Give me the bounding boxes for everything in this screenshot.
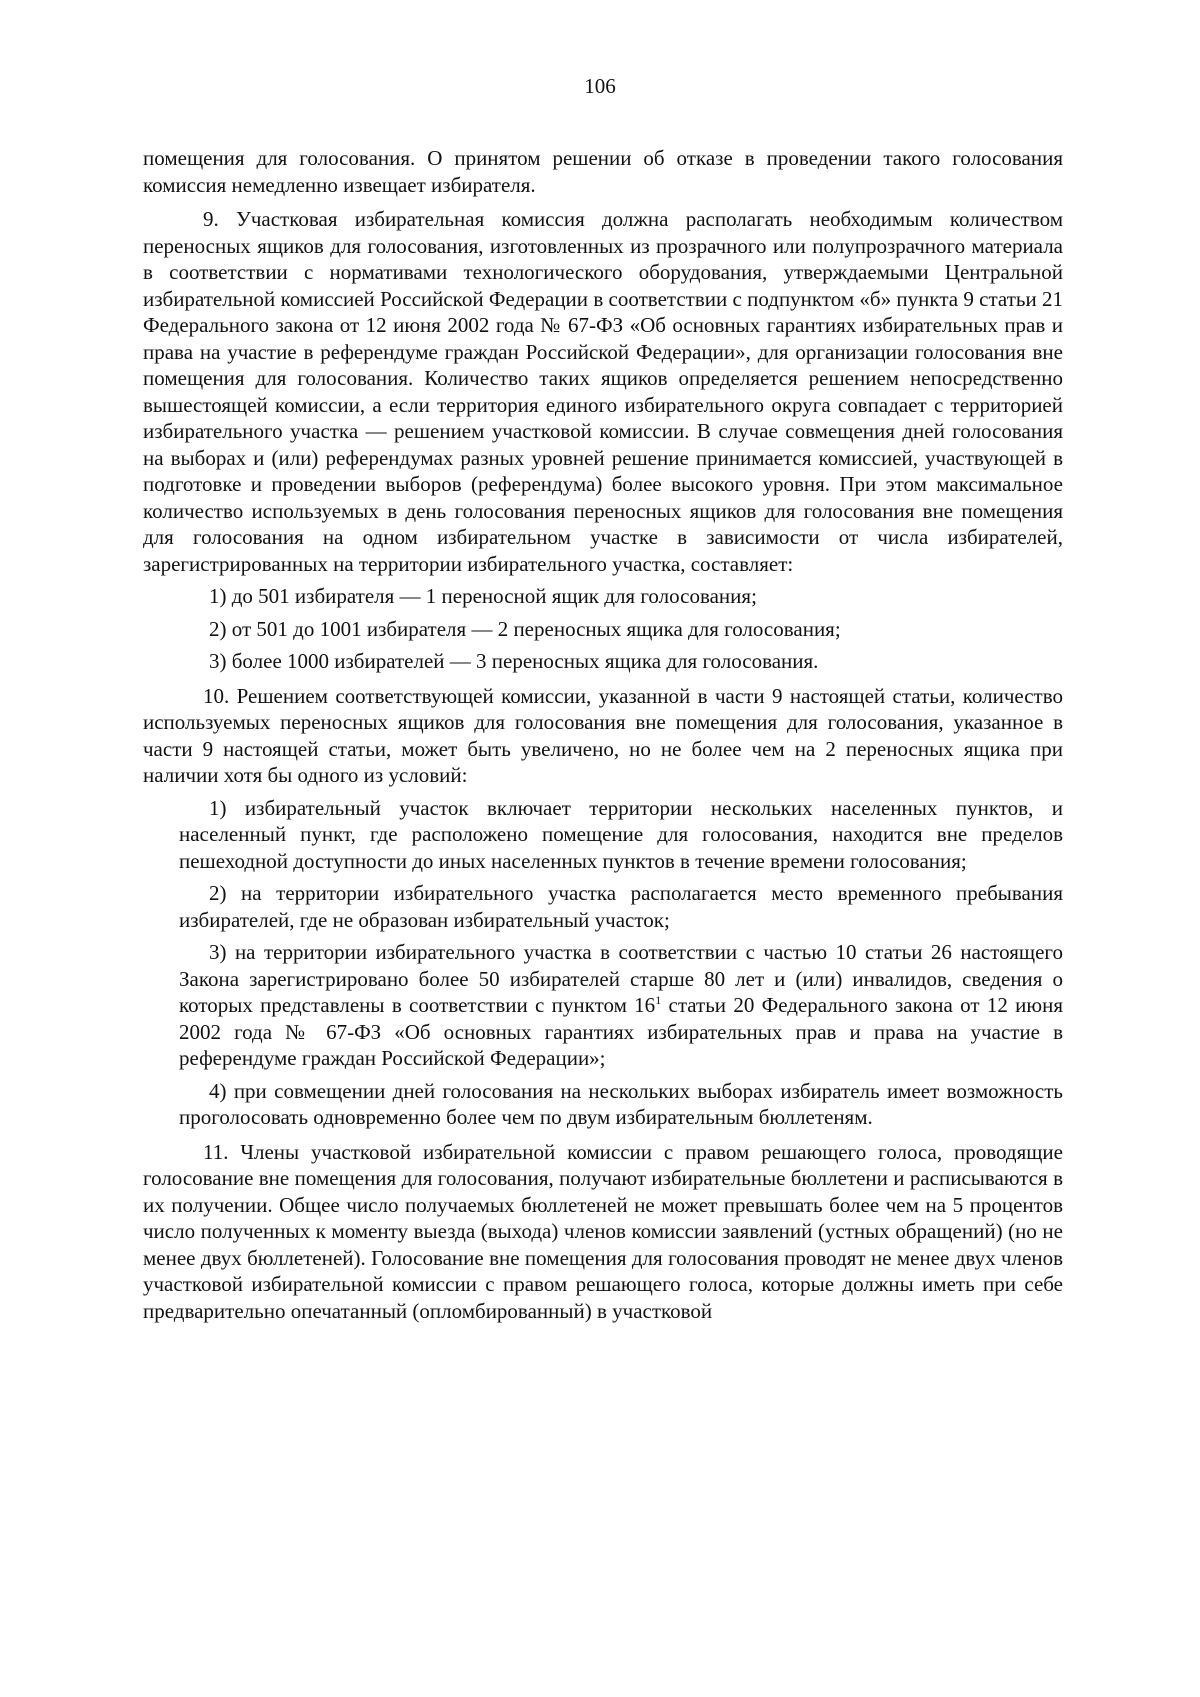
paragraph-10-item-1: 1) избирательный участок включает территории нескольких населенных пунктов, и населенный пункт, где расположено помещение для голосования, находится вне пределов пешеходной доступности до иных населенных пунктов в течение времени голосования; <box>179 795 1063 873</box>
superscript-1: 1 <box>655 993 662 1007</box>
paragraph-10: 10. Решением соответствующей комиссии, указанной в части 9 настоящей статьи, количество используемых переносных ящиков для голосования вне помещения для голосования, указанное в части 9 настоящей статьи, может быть увеличено, но не более чем на 2 переносных ящика при наличии хотя бы одного из условий: <box>143 683 1063 787</box>
paragraph-10-item-4: 4) при совмещении дней голосования на нескольких выборах избиратель имеет возможность проголосовать одновременно более чем по двум избирательным бюллетеням. <box>179 1078 1063 1129</box>
body-text <box>143 145 1063 1324</box>
paragraph-9-item-1: 1) до 501 избирателя — 1 переносной ящик для голосования; <box>209 584 757 608</box>
paragraph-9-item-3: 3) более 1000 избирателей — 3 переносных ящика для голосования. <box>209 649 819 673</box>
item-3-text-a: 3) на территории избирательного участка в соответствии с частью 10 статьи 26 настоящего Закона зарегистрировано более 50 избирателей старше 80 лет и (или) инвалидов, сведения о которых представлены в соответствии с пунктом 16 <box>179 940 1063 1017</box>
paragraph-11: 11. Члены участковой избирательной комиссии с правом решающего голоса, проводящие голосование вне помещения для голосования, получают избирательные бюллетени и расписываются в их получении. Общее число получаемых бюллетеней не может превышать более чем на 5 процентов число полученных к моменту выезда (выхода) членов комиссии заявлений (устных обращений) (но не менее двух бюллетеней). Голосование вне помещения для голосования проводят не менее двух членов участковой избирательной комиссии с правом решающего голоса, которые должны иметь при себе предварительно опечатанный (опломбированный) в участковой <box>143 1139 1063 1323</box>
item-3-text-b: статьи 20 Федерального закона от 12 июня 2002 года № 67-ФЗ «Об основных гарантиях избирательных прав и права на участие в референдуме граждан Российской Федерации»; <box>179 993 1063 1070</box>
paragraph-9-item-2: 2) от 501 до 1001 избирателя — 2 переносных ящика для голосования; <box>209 616 841 641</box>
paragraph-9: 9. Участковая избирательная комиссия должна располагать необходимым количеством переносных ящиков для голосования, изготовленных из прозрачного или полупрозрачного материала в соответствии с нормативами технологического оборудования, утверждаемыми Центральной избирательной комиссией Российской Федерации в соответствии с подпунктом «б» пункта 9 статьи 21 Федерального закона от 12 июня 2002 года № 67-ФЗ «Об основных гарантиях избирательных прав и права на участие в референдуме граждан Российской Федерации», для организации голосования вне помещения для голосования. Количество таких ящиков определяется решением непосредственно вышестоящей комиссии, а если территория единого избирательного округа совпадает с территорией избирательного участка — решением участковой комиссии. В случае совмещения дней голосования на выборах и (или) референдумах разных уровней решение принимается комиссией, участвующей в подготовке и проведении выборов (референдума) более высокого уровня. При этом максимальное количество используемых в день голосования переносных ящиков для голосования вне помещения для голосования на одном избирательном участке в зависимости от числа избирателей, зарегистрированных на территории избирательного участка, составляет: <box>143 207 1063 576</box>
paragraph-10-item-2: 2) на территории избирательного участка располагается место временного пребывания избирателей, где не образован избирательный участок; <box>179 881 1063 932</box>
page-number: 106 <box>584 74 616 98</box>
paragraph-continuation: помещения для голосования. О принятом решении об отказе в проведении такого голосования комиссия немедленно извещает избирателя. <box>143 146 1063 197</box>
paragraph-10-item-3 <box>143 939 1063 1072</box>
